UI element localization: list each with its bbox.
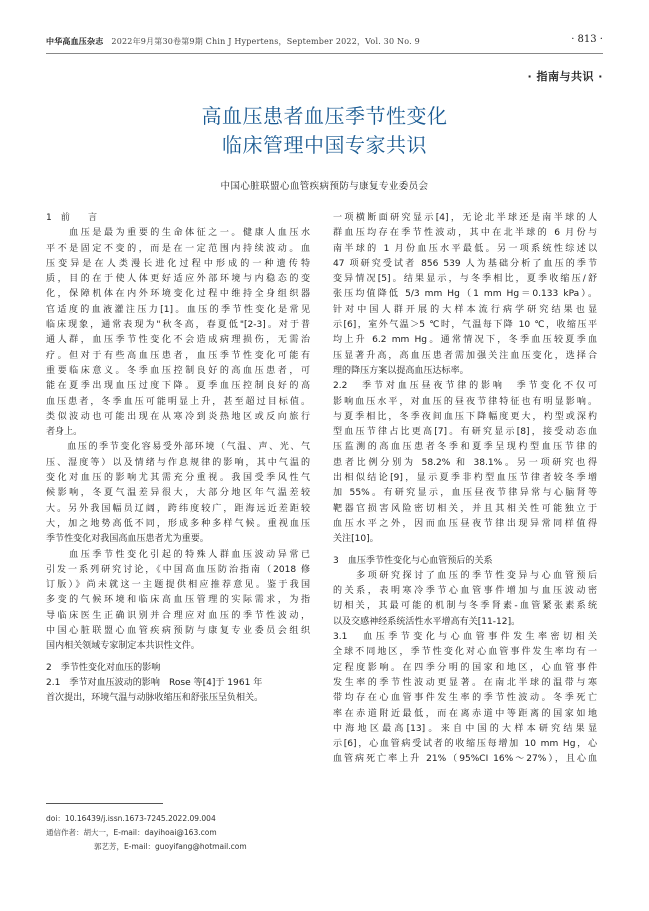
text-line: 3.1 血压季节变化与心血管事件发生率密切相关	[333, 632, 597, 643]
text-line: 47 项研究受试者 856 539 人为基础分析了血压的季节	[333, 258, 597, 269]
text-line: 类似波动也可能出现在从寒冷到炎热地区或反向旅行	[46, 411, 310, 422]
footnote	[46, 812, 310, 854]
text-line: 大。另外我国幅员辽阔，跨纬度较广，距海远近差距较	[46, 503, 310, 514]
corresponding-author-line: 通信作者：胡大一，E-mail：dayihoai@163.com	[46, 828, 217, 837]
text-line: 疗。但对于有些高血压患者，血压季节性变化可能有	[46, 350, 310, 361]
text-line: 质，目的在于使人体更好适应外部环境与内稳态的变	[46, 274, 310, 285]
text-line: 者身上。	[46, 427, 83, 438]
text-line: 群血压均存在季节性波动，其中在北半球的 6 月份与	[333, 228, 597, 239]
page-number: · 813 ·	[571, 34, 603, 45]
text-line: 均上升 6.2 mm Hg。通常情况下，冬季血压较夏季血	[333, 335, 597, 346]
text-line: 靶器官损害风险密切相关，并且其相关性可能独立于	[333, 503, 597, 514]
text-line: 定程度影响。在四季分明的国家和地区，心血管事件	[333, 662, 597, 673]
text-line: 全球不同地区，季节性变化对心血管事件发生率均有一	[333, 647, 597, 658]
text-line: 2.1 季节对血压波动的影响 Rose 等[4]于 1961 年	[46, 677, 263, 688]
text-line: 临床现象，通常表现为"秋冬高，春夏低"[2-3]。对于普	[46, 320, 310, 331]
text-line: 的关系，表明寒冷季节心血管事件增加与血压波动密	[333, 586, 597, 597]
text-line: 多变的气候环境和临床高血压管理的实际需求，为指	[46, 595, 310, 606]
text-line: 带均存在心血管事件发生率的季节性波动。冬季死亡	[333, 693, 597, 704]
text-line: 血压患者，冬季血压可能明显上升，甚至超过目标值。	[46, 396, 310, 407]
running-header	[46, 36, 603, 50]
text-line: 血管病死亡率上升 21%（95%CI 16%～27%），且心血	[333, 754, 597, 765]
text-line: 张压均值降低 5/3 mm Hg（1 mm Hg＝0.133 kPa）。	[333, 289, 597, 300]
column-tag: · 指南与共识 ·	[527, 70, 603, 83]
text-line: 2.2 季节对血压昼夜节律的影响 季节变化不仅可	[333, 381, 597, 392]
text-line: 压监测的高血压患者冬季和夏季呈现杓型血压节律的	[333, 442, 597, 453]
journal-name: 中华高血压杂志	[46, 37, 104, 46]
text-line: 针对中国人群开展的大样本流行病学研究结果也显	[333, 304, 597, 315]
text-line: 引发一系列研究讨论，《中国高血压防治指南（2018 修	[46, 564, 310, 575]
text-line: 型血压节律占比更高[7]。有研究显示[8]，接受动态血	[333, 427, 597, 438]
text-line: 压变异是在人类漫长进化过程中形成的一种遗传特	[46, 258, 310, 269]
header-rule	[46, 53, 603, 54]
text-line: 中国心脏联盟心血管疾病预防与康复专业委员会组织	[46, 626, 310, 637]
text-line: 出相似结论[9]，显示夏季非杓型血压节律者较冬季增	[333, 473, 597, 484]
text-line: 季节性变化对我国高血压患者尤为重要。	[46, 534, 209, 545]
text-line: 血压水平之外，因而血压昼夜节律出现异常同样值得	[333, 518, 597, 529]
footnote-rule	[46, 803, 163, 804]
text-line: 以及交感神经系统活性水平增高有关[11-12]。	[333, 616, 521, 627]
text-line: 与夏季相比，冬季夜间血压下降幅度更大，杓型或深杓	[333, 411, 597, 422]
text-line: 关注[10]。	[333, 534, 379, 545]
text-line: 候影响，冬夏气温差异很大，大部分地区年气温差较	[46, 488, 310, 499]
text-line: 首次提出，环境气温与动脉收缩压和舒张压呈负相关。	[46, 693, 264, 704]
text-line: 一项横断面研究显示[4]，无论北半球还是南半球的人	[333, 213, 597, 223]
doi-line: doi：10.16439/j.issn.1673-7245.2022.09.004	[46, 814, 216, 823]
text-line: 化，保障机体在内外环境变化过程中维持全身组织器	[46, 289, 310, 300]
text-line: 官适度的血液灌注压力[1]。血压的季节性变化是常见	[46, 304, 310, 315]
text-line: 压显著升高，高血压患者需加强关注血压变化，选择合	[333, 350, 597, 361]
text-line: 通人群，血压季节性变化不会造成病理损伤，无需治	[46, 335, 310, 346]
author-affiliation: 中国心脏联盟心血管疾病预防与康复专业委员会	[220, 181, 429, 192]
text-line: 导临床医生正确识别并合理应对血压的季节性波动，	[46, 610, 310, 621]
text-line: 血压的季节变化容易受外部环境（气温、声、光、气	[46, 442, 310, 453]
text-line: 血压是最为重要的生命体征之一。健康人血压水	[46, 228, 310, 239]
text-line: 大，加之地势高低不同，形成多种多样气候。重视血压	[46, 518, 310, 529]
section-heading: 1 前 言	[46, 213, 97, 223]
text-line: 示[6]，室外气温＞5 ℃时，气温每下降 10 ℃，收缩压平	[333, 320, 597, 331]
section-heading: 2 季节性变化对血压的影响	[46, 662, 161, 673]
text-line: 多项研究探讨了血压的季节性变异与心血管预后	[333, 570, 597, 581]
text-line: 重要临床意义。冬季血压控制良好的高血压患者，可	[46, 365, 310, 376]
text-line: 率在赤道附近最低，而在离赤道中等距离的国家如地	[333, 708, 597, 719]
text-line: 中海地区最高[13]。来自中国的大样本研究结果显	[333, 723, 597, 734]
corresponding-author-line-2: 郭艺芳，E-mail：guoyifang@hotmail.com	[94, 842, 247, 851]
text-line: 发生率的季节性波动更显著。在南北半球的温带与寒	[333, 677, 597, 688]
text-line: 加 55%。有研究显示，血压昼夜节律异常与心脑肾等	[333, 488, 597, 499]
text-line: 南半球的 1 月份血压水平最低。另一项系统性综述以	[333, 243, 597, 254]
text-line: 变异情况[5]。结果显示，与冬季相比，夏季收缩压/舒	[333, 274, 597, 285]
title-line-1: 高血压患者血压季节性变化	[201, 104, 448, 128]
issue-info: 2022年9月第30卷第9期 Chin J Hypertens，September 2022，Vol. 30 No. 9	[111, 37, 420, 46]
text-line: 国内相关领域专家制定本共识性文件。	[46, 641, 200, 652]
text-line: 示[6]，心血管病受试者的收缩压每增加 10 mm Hg，心	[333, 739, 597, 750]
text-line: 切相关，其最可能的机制与冬季肾素-血管紧张素系统	[333, 601, 597, 612]
text-line: 理的降压方案以提高血压达标率。	[333, 365, 469, 376]
article-title	[0, 102, 649, 160]
text-line: 平不是固定不变的，而是在一定范围内持续波动。血	[46, 243, 310, 254]
title-line-2: 临床管理中国专家共识	[222, 133, 427, 157]
running-header-left	[46, 36, 420, 47]
left-text-column	[46, 211, 310, 707]
section-heading: 3 血压季节性变化与心血管预后的关系	[333, 555, 493, 566]
text-line: 影响血压水平，对血压的昼夜节律特征也有明显影响。	[333, 396, 597, 407]
text-line: 压、湿度等）以及情绪与作息规律的影响，其中气温的	[46, 457, 310, 468]
text-line: 患者比例分别为 58.2% 和 38.1%。另一项研究也得	[333, 457, 597, 468]
text-line: 能在夏季出现血压过度下降。夏季血压控制良好的高	[46, 381, 310, 392]
right-text-column	[333, 211, 597, 768]
text-line: 变化对血压的影响尤其需充分重视。我国受季风性气	[46, 473, 310, 484]
text-line: 血压季节性变化引起的特殊人群血压波动异常已	[46, 549, 310, 560]
text-line: 订版）》尚未就这一主题提供相应推荐意见。鉴于我国	[46, 580, 310, 591]
